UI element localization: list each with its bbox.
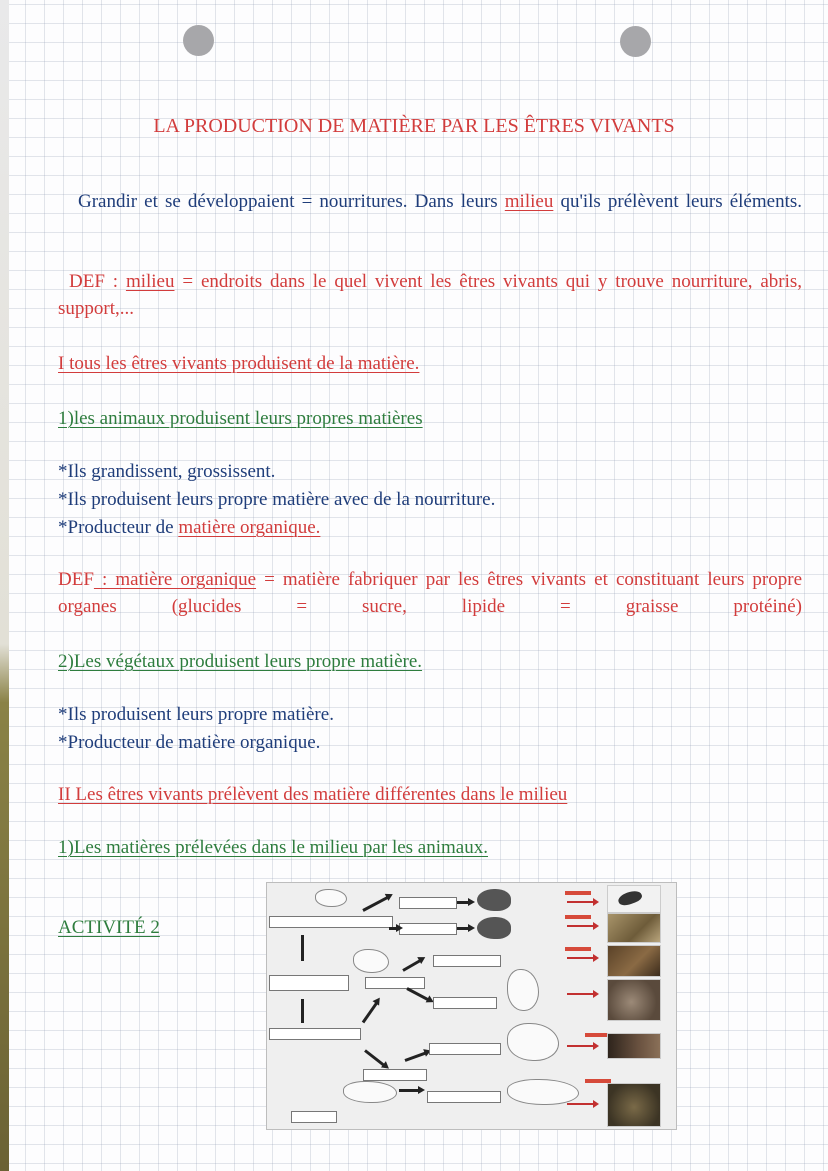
bullet-producteur-prefix: *Producteur de: [58, 517, 179, 538]
bullet-vegetaux-producteur: *Producteur de matière organique.: [58, 732, 321, 753]
diagram-red-arrow-1: [567, 901, 595, 903]
diagram-box-middle-left: [269, 975, 349, 991]
diagram-arrow-7: [362, 1000, 379, 1023]
diagram-box-bottom-left: [291, 1111, 337, 1123]
bullet-producteur-keyword: matière organique.: [178, 517, 321, 538]
diagram-sketch-right-2: [507, 1023, 559, 1061]
diagram-red-arrow-3: [567, 957, 595, 959]
activity-diagram-image: [266, 882, 677, 1130]
diagram-bird-silhouette: [617, 888, 644, 907]
diagram-dark-skull-1: [477, 889, 511, 911]
definition-organique-prefix: DEF: [58, 569, 94, 590]
diagram-arrow-4: [457, 927, 471, 930]
diagram-box-middle-center: [365, 977, 425, 989]
diagram-photo-mole: [607, 1033, 661, 1059]
punch-hole-left: [183, 25, 214, 56]
diagram-red-label-3: [565, 947, 591, 951]
diagram-red-arrow-2: [567, 925, 595, 927]
diagram-sketch-right-3: [507, 1079, 579, 1105]
diagram-photo-bird: [607, 885, 661, 913]
diagram-dark-skull-2: [477, 917, 511, 939]
diagram-arrow-3: [457, 901, 471, 904]
diagram-box-top-left: [269, 916, 393, 928]
diagram-red-label-2: [565, 915, 591, 919]
diagram-skull-top: [315, 889, 347, 907]
intro-paragraph: [58, 188, 802, 215]
intro-text-after: qu'ils prélèvent leurs éléments.: [553, 191, 802, 212]
intro-keyword-milieu: milieu: [504, 191, 554, 212]
diagram-photo-frog: [607, 913, 661, 943]
diagram-sketch-right-1: [507, 969, 539, 1011]
bullet-nourriture: *Ils produisent leurs propre matière avec de la nourriture.: [58, 489, 496, 510]
diagram-box-mid-right-1: [433, 955, 501, 967]
diagram-box-lower-center: [363, 1069, 427, 1081]
diagram-arrow-8: [364, 1049, 386, 1067]
diagram-box-lower-right-2: [427, 1091, 501, 1103]
diagram-arrow-9: [404, 1051, 428, 1062]
definition-organique-keyword: : matière organique: [93, 569, 257, 590]
diagram-arrow-up: [301, 935, 304, 961]
bullet-grandissent: *Ils grandissent, grossissent.: [58, 461, 276, 482]
intro-text-before: Grandir et se développaient = nourritures. Dans leurs: [78, 191, 505, 212]
diagram-photo-animal: [607, 1083, 661, 1127]
section-1-sub-1-heading: 1)les animaux produisent leurs propres matières: [58, 408, 423, 429]
section-2-heading: II Les êtres vivants prélèvent des matière différentes dans le milieu: [58, 784, 568, 805]
definition-matiere-organique: [58, 566, 802, 620]
diagram-box-top-center: [399, 897, 457, 909]
diagram-arrow-2: [389, 927, 399, 930]
diagram-arrow-6: [406, 987, 430, 1002]
diagram-box-second-center: [399, 923, 457, 935]
section-1-heading: I tous les êtres vivants produisent de la matière.: [58, 353, 420, 374]
diagram-photo-mouse: [607, 979, 661, 1021]
definition-milieu-prefix: DEF :: [69, 271, 126, 292]
diagram-skull-middle: [353, 949, 389, 973]
diagram-red-arrow-6: [567, 1103, 595, 1105]
diagram-red-label-1: [565, 891, 591, 895]
page-title: LA PRODUCTION DE MATIÈRE PAR LES ÊTRES VIVANTS: [153, 115, 675, 137]
definition-milieu-text: = endroits dans le quel vivent les êtres vivants qui y trouve nourriture, abris, support,...: [58, 271, 802, 319]
diagram-photo-mammal: [607, 945, 661, 977]
definition-organique-text: = matière fabriquer par les êtres vivants et constituant leurs propre organes (glucides = sucre, lipide = graisse protéiné): [58, 569, 803, 617]
diagram-skull-lower: [343, 1081, 397, 1103]
section-1-sub-2-heading: 2)Les végétaux produisent leurs propre matière.: [58, 651, 423, 672]
punch-hole-right: [620, 26, 651, 57]
section-2-sub-1-heading: 1)Les matières prélevées dans le milieu par les animaux.: [58, 837, 488, 858]
diagram-arrow-1: [362, 895, 390, 912]
page-left-edge: [0, 0, 9, 1171]
diagram-box-lower-right-1: [429, 1043, 501, 1055]
definition-milieu: [58, 268, 802, 322]
diagram-box-lower-left: [269, 1028, 361, 1040]
diagram-red-arrow-5: [567, 1045, 595, 1047]
diagram-arrow-5: [402, 958, 423, 972]
definition-milieu-keyword: milieu: [125, 271, 175, 292]
diagram-arrow-10: [399, 1089, 421, 1092]
diagram-box-mid-right-2: [433, 997, 497, 1009]
activity-label: ACTIVITÉ 2: [58, 917, 160, 938]
bullet-vegetaux-matiere: *Ils produisent leurs propre matière.: [58, 704, 334, 725]
bullet-producteur: [58, 514, 320, 541]
diagram-red-arrow-4: [567, 993, 595, 995]
diagram-arrow-down: [301, 999, 304, 1023]
